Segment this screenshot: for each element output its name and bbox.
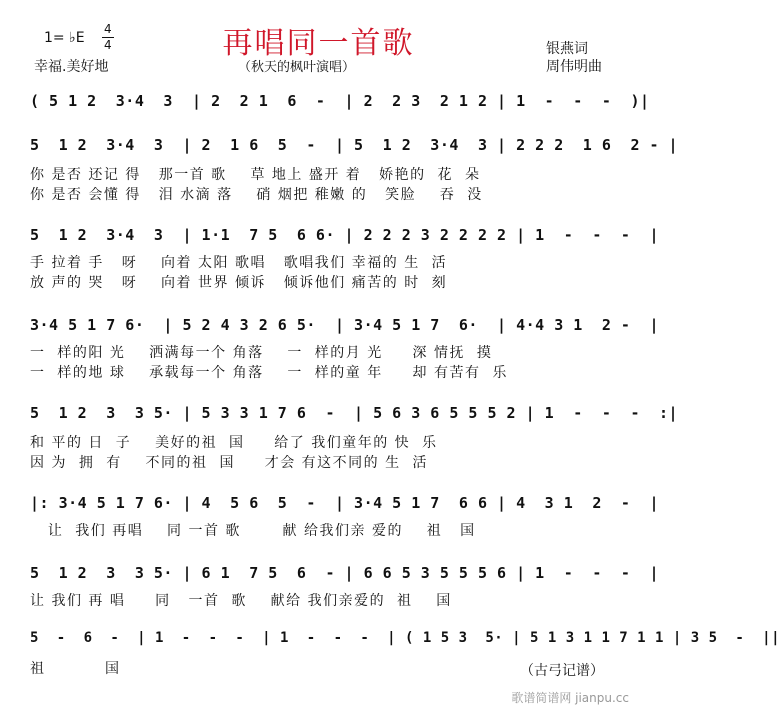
- lyric-chorus: 让 我们 再唱 同 一首 歌 献 给我们亲 爱的 祖 国: [30, 523, 476, 539]
- lyric-verse-2: 放 声的 哭 呀 向着 世界 倾诉 倾诉他们 痛苦的 时 刻: [30, 275, 448, 291]
- lyric-verse-2: 你 是否 会懂 得 泪 水滴 落 硝 烟把 稚嫩 的 笑脸 吞 没: [30, 187, 483, 203]
- song-title: 再唱同一首歌: [222, 26, 415, 61]
- lyric-verse-1: 一 样的阳 光 洒满每一个 角落 一 样的月 光 深 情抚 摸: [30, 345, 493, 361]
- notation-line: 5 1 2 3·4 3 | 1·1 7 5 6 6· | 2 2 2 3 2 2 2 2 | 1 - - - |: [30, 226, 660, 244]
- notation-line: 5 1 2 3 3 5· | 5 3 3 1 7 6 - | 5 6 3 6 5 5 5 2 | 1 - - - :|: [30, 404, 679, 422]
- notation-line: |: 3·4 5 1 7 6· | 4 5 6 5 - | 3·4 5 1 7 6 6 | 4 3 1 2 - |: [30, 494, 660, 512]
- lyric-verse-2: 因 为 拥 有 不同的祖 国 才会 有这不同的 生 活: [30, 455, 429, 471]
- lyric-verse-1: 手 拉着 手 呀 向着 太阳 歌唱 歌唱我们 幸福的 生 活: [30, 255, 448, 271]
- notation-line: 5 - 6 - | 1 - - - | 1 - - - | ( 1 5 3 5· | 5 1 3 1 1 7 1 1 | 3 5 - ||: [30, 630, 780, 646]
- lyric-ending: 祖 国: [30, 661, 121, 677]
- site-watermark: 歌谱简谱网 jianpu.cc: [511, 691, 629, 705]
- time-signature-bottom: 4: [104, 38, 112, 52]
- composer: 周伟明曲: [546, 59, 602, 75]
- lyric-verse-1: 你 是否 还记 得 那一首 歌 草 地上 盛开 着 娇艳的 花 朵: [30, 167, 481, 183]
- transcriber-credit: （古弓记谱）: [520, 663, 604, 679]
- notation-line: 5 1 2 3 3 5· | 6 1 7 5 6 - | 6 6 5 3 5 5 5 6 | 1 - - - |: [30, 564, 660, 582]
- notation-line: 5 1 2 3·4 3 | 2 1 6 5 - | 5 1 2 3·4 3 | 2 2 2 1 6 2 - |: [30, 136, 679, 154]
- lyricist: 银燕词: [546, 41, 588, 57]
- time-signature-top: 4: [104, 22, 112, 36]
- lyric-chorus: 让 我们 再 唱 同 一首 歌 献给 我们亲爱的 祖 国: [30, 593, 452, 609]
- notation-line: 3·4 5 1 7 6· | 5 2 4 3 2 6 5· | 3·4 5 1 7 6· | 4·4 3 1 2 - |: [30, 316, 660, 334]
- lyric-verse-2: 一 样的地 球 承载每一个 角落 一 样的童 年 却 有苦有 乐: [30, 365, 508, 381]
- notation-line: ( 5 1 2 3·4 3 | 2 2 1 6 - | 2 2 3 2 1 2 | 1 - - - )|: [30, 92, 650, 110]
- key-signature: 1= ♭E: [44, 30, 85, 46]
- tempo-marking: 幸福.美好地: [34, 59, 109, 75]
- lyric-verse-1: 和 平的 日 子 美好的祖 国 给了 我们童年的 快 乐: [30, 435, 438, 451]
- performer-subtitle: （秋天的枫叶演唱）: [238, 60, 356, 75]
